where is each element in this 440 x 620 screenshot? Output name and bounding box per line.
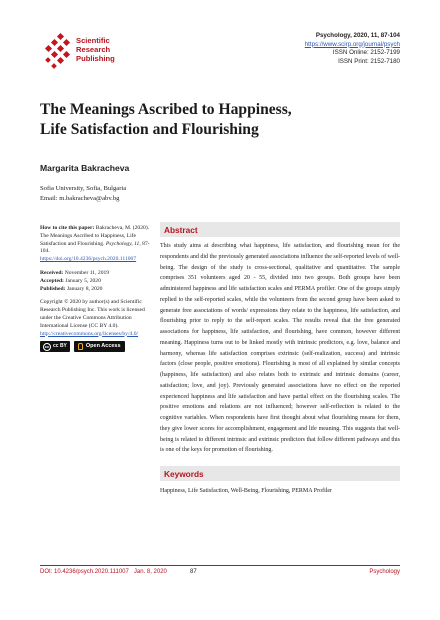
article-title-line: Life Satisfaction and Flourishing bbox=[40, 121, 259, 138]
copyright-block bbox=[40, 299, 152, 352]
abstract-heading: Abstract bbox=[160, 222, 400, 237]
keywords-heading: Keywords bbox=[160, 466, 400, 481]
published-date bbox=[40, 286, 152, 294]
cc-icon: cc bbox=[44, 343, 50, 349]
issn-online: ISSN Online: 2152-7199 bbox=[332, 49, 400, 57]
publisher-name-line: Research bbox=[76, 45, 111, 54]
footer-journal: Psychology bbox=[369, 569, 400, 575]
publisher-name-line: Publishing bbox=[76, 54, 115, 63]
cc-badge-label: cc BY bbox=[53, 342, 67, 349]
received-value: November 11, 2019 bbox=[64, 269, 110, 276]
cite-text: Bakracheva, M. (2020). The Meanings Ascribed to Happiness, Life Satisfaction and Flourishing. bbox=[40, 225, 150, 247]
accepted-date bbox=[40, 278, 152, 286]
footer-date: Jan. 8, 2020 bbox=[133, 569, 167, 575]
abstract-text: This study aims at describing what happiness, life satisfaction, and flourishing mean for the respondents and did the previously generated associations influence the self-reported levels of well-being. The design of the study is cross-sectional, qualitative and quantitative. The sample comprises 351 volunteers aged 20 - 55, divided into two groups. Both groups have been administered happiness and life satisfaction scales and PERMA profiler. One of the groups simply replied to the self-reported scales, while the volunteers from the second group have been asked to generate free associations of words/ expressions they relate to the happiness, life satisfaction, and flourishing prior to reply to the self-report scales. The results reveal that the free generated associations for happiness, life satisfaction, and flourishing, have common, however different meaning. Happiness turns out to be linked mostly with intrinsic predictors, e.g. love, balance and harmony, whereas life satisfaction comprises extrinsic (self-realization, success) and intrinsic factors (close people, positive emotions). Flourishing is most of all explained by similar concepts (happiness, life satisfaction) and also relates both to extrinsic and intrinsic domains (career, satisfaction; love, and joy). Previously generated associations have no effect on the reported experienced happiness and life satisfaction and have partial effect on the flourishing scales. The positive emotions and relations are not influenced; however self-reflection is related to the cognitive variables. When respondents have first thought about what flourishing means for them, they give lower scores for accomplishment, engagement and life meaning. This suggests that well-being is related to different intrinsic and extrinsic predictors that follow different pathways and this is one of the keys for promotion of flourishing. bbox=[160, 243, 400, 454]
journal-url-link[interactable]: https://www.scirp.org/journal/psych bbox=[304, 40, 400, 48]
open-lock-icon bbox=[78, 343, 83, 350]
article-sidebar bbox=[40, 225, 152, 358]
article-title bbox=[40, 100, 400, 140]
cite-label: How to cite this paper: bbox=[40, 225, 95, 231]
copyright-text: Copyright © 2020 by author(s) and Scientific Research Publishing Inc. This work is licensed under the Creative Commons Attribution International License (CC BY 4.0). bbox=[40, 299, 145, 329]
accepted-value: January 5, 2020 bbox=[65, 277, 101, 284]
page-number: 87 bbox=[190, 569, 197, 575]
author-email: Email: m.bakracheva@abv.bg bbox=[40, 194, 120, 202]
srp-diamond-logo-icon bbox=[40, 32, 80, 72]
footer-doi bbox=[40, 569, 167, 575]
received-date bbox=[40, 270, 152, 278]
license-link[interactable]: http://creativecommons.org/licenses/by/4.0/ bbox=[40, 330, 139, 337]
publisher-name bbox=[76, 36, 115, 63]
cc-by-badge[interactable] bbox=[40, 341, 70, 352]
article-title-line: The Meanings Ascribed to Happiness, bbox=[40, 101, 292, 118]
cite-doi-link[interactable]: https://doi.org/10.4236/psych.2020.111007 bbox=[40, 256, 137, 263]
issn-print: ISSN Print: 2152-7180 bbox=[338, 57, 400, 65]
keywords-text: Happiness, Life Satisfaction, Well-Being, Flourishing, PERMA Profiler bbox=[160, 488, 333, 494]
journal-citation: Psychology, 2020, 11, 87-104 bbox=[315, 32, 400, 39]
received-label: Received: bbox=[40, 269, 64, 276]
open-access-badge[interactable] bbox=[74, 341, 125, 352]
citation-block bbox=[40, 225, 152, 264]
author-affiliation-block bbox=[40, 184, 126, 203]
accepted-label: Accepted: bbox=[40, 277, 64, 284]
published-value: January 8, 2020 bbox=[66, 285, 103, 292]
license-badges bbox=[40, 341, 152, 352]
affiliation: Sofia University, Sofia, Bulgaria bbox=[40, 185, 127, 192]
cite-journal: Psychology, 11, bbox=[105, 240, 141, 247]
published-label: Published: bbox=[40, 285, 66, 292]
main-column bbox=[160, 222, 400, 496]
publisher-name-line: Scientific bbox=[76, 36, 110, 45]
dates-block bbox=[40, 270, 152, 293]
journal-info bbox=[305, 32, 400, 66]
footer-divider bbox=[40, 565, 400, 566]
author-name: Margarita Bakracheva bbox=[40, 163, 130, 173]
footer-doi-text: DOI: 10.4236/psych.2020.111007 bbox=[40, 569, 129, 575]
publisher-block bbox=[40, 32, 160, 72]
cite-pages: 87-104. bbox=[40, 240, 150, 255]
open-access-label: Open Access bbox=[85, 342, 121, 349]
